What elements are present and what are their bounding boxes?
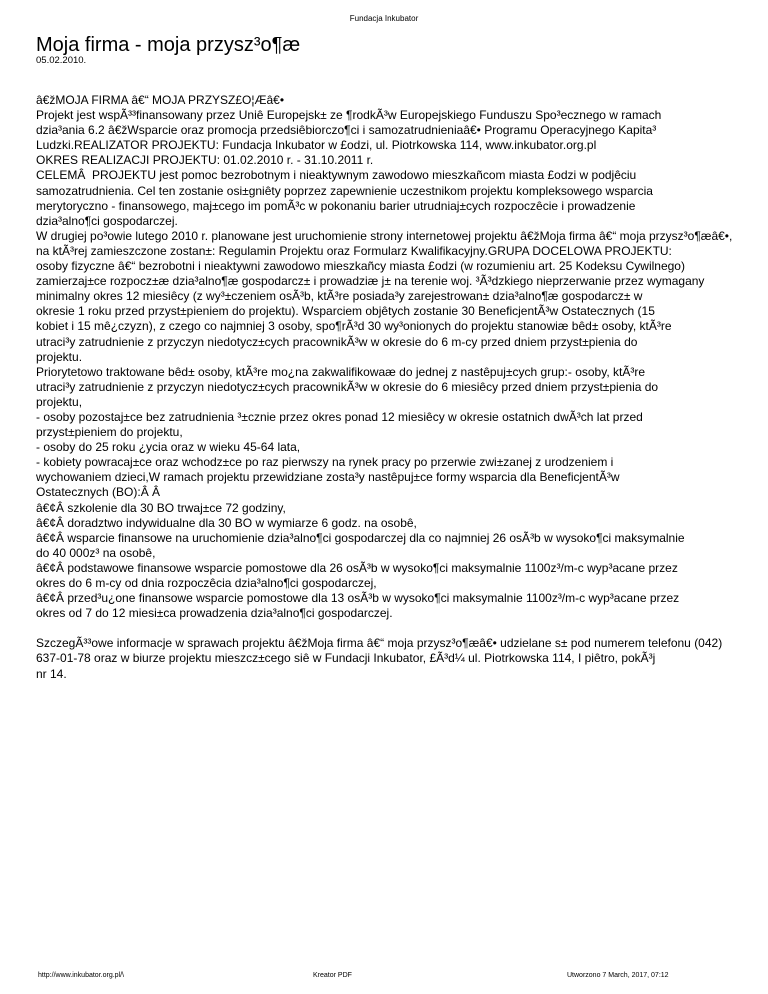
text-line: Ostatecznych (BO):Â Â <box>36 485 161 500</box>
text-line: okres do 6 m-cy od dnia rozpoczêcia dzia³alno¶ci gospodarczej, <box>36 576 377 590</box>
text-line: minimalny okres 12 miesiêcy (z wy³±czeniem osÃ³b, ktÃ³re posiada³y zarejestrowan± dzia³alno¶æ gospodarcz± w <box>36 289 643 304</box>
text-line: CELEMÂ PROJEKTU jest pomoc bezrobotnym i nieaktywnym zawodowo mieszkañcom miasta £odzi w podjêciu <box>36 168 637 183</box>
text-line: â€¢Â przed³u¿one finansowe wsparcie pomostowe dla 13 osÃ³b w wysoko¶ci maksymalnie 1100z³/m-c wyp³acane przez <box>36 591 680 606</box>
body-paragraph <box>36 93 768 621</box>
text-line: samozatrudnienia. Cel ten zostanie osi±gniêty poprzez zapewnienie uczestnikom projektu kompleksowego wsparcia <box>36 183 653 198</box>
text-line: â€¢Â podstawowe finansowe wsparcie pomostowe dla 26 osÃ³b w wysoko¶ci maksymalnie 1100z³/m-c wyp³acane przez <box>36 560 678 575</box>
text-line: 637-01-78 oraz w biurze projektu mieszcz±cego siê w Fundacji Inkubator, £Ã³d¼ ul. Piotrkowska 114, I piêtro, pokÃ³j <box>36 651 656 666</box>
text-line: na ktÃ³rej zamieszczone zostan±: Regulamin Projektu oraz Formularz Kwalifikacyjny.GRUPA DOCELOWA PROJEKTU: <box>36 243 672 258</box>
text-line: merytoryczno - finansowego, maj±cego im pomÃ³c w pokonaniu barier utrudniaj±cych rozpoczêcie i prowadzenie <box>36 198 636 213</box>
text-line: â€¢Â wsparcie finansowe na uruchomienie dzia³alno¶ci gospodarczej dla co najmniej 26 osÃ³b w wysoko¶ci maksymalnie <box>36 530 685 545</box>
article-title: Moja firma - moja przysz³o¶æ <box>36 34 301 56</box>
text-line: dzia³ania 6.2 â€žWsparcie oraz promocja przedsiêbiorczo¶ci i samozatrudnieniaâ€• Programu Operacyjnego Kapita³ <box>36 123 657 138</box>
article-body <box>36 93 768 682</box>
text-line: dzia³alno¶ci gospodarczej. <box>36 213 178 228</box>
text-line: nr 14. <box>36 666 67 681</box>
contact-paragraph <box>36 636 768 681</box>
text-line: kobiet i 15 mê¿czyzn), z czego co najmniej 3 osoby, spo¶rÃ³d 30 wy³onionych do projektu stanowiæ bêd± osoby, ktÃ³re <box>36 319 672 334</box>
text-line: â€žMOJA FIRMA â€“ MOJA PRZYSZ£O¦Æâ€• <box>36 93 285 107</box>
text-line: utraci³y zatrudnienie z przyczyn niedotycz±cych pracownikÃ³w w okresie do 6 m-cy przed dniem przyst±pienia do <box>36 334 638 349</box>
text-line: - kobiety powracaj±ce oraz wchodz±ce po raz pierwszy na rynek pracy po przerwie zwi±zanej z urodzeniem i <box>36 455 614 470</box>
text-line: osoby fizyczne â€“ bezrobotni i nieaktywni zawodowo mieszkañcy miasta £odzi (w rozumieniu art. 25 Kodeksu Cywilnego) <box>36 259 685 274</box>
text-line: Priorytetowo traktowane bêd± osoby, ktÃ³re mo¿na zakwalifikowaæ do jednej z nastêpuj±cych grup:- osoby, ktÃ³re <box>36 364 646 379</box>
paragraph-gap <box>36 621 768 636</box>
text-line: projektu. <box>36 349 83 364</box>
text-line: zamierzaj±ce rozpocz±æ dzia³alno¶æ gospodarcz± i prowadziæ j± na terenie woj. ³Ã³dzkiego nieprzerwanie przez wymagany <box>36 274 705 289</box>
text-line: â€¢Â szkolenie dla 30 BO trwaj±ce 72 godziny, <box>36 500 286 515</box>
footer-generator: Kreator PDF <box>313 972 352 979</box>
text-line: SzczegÃ³³owe informacje w sprawach projektu â€žMoja firma â€“ moja przysz³o¶æâ€• udzielane s± pod numerem telefonu (042) <box>36 636 723 651</box>
text-line: Ludzki.REALIZATOR PROJEKTU: Fundacja Inkubator w £odzi, ul. Piotrkowska 114, www.inkubator.org.pl <box>36 138 597 153</box>
text-line: do 40 000z³ na osobê, <box>36 545 156 560</box>
text-line: W drugiej po³owie lutego 2010 r. planowane jest uruchomienie strony internetowej projektu â€žMoja firma â€“ moja przysz³o¶æâ€•, <box>36 228 733 243</box>
text-line: wychowaniem dzieci,W ramach projektu przewidziane zosta³y nastêpuj±ce formy wsparcia dla BeneficjentÃ³w <box>36 470 620 485</box>
article-date: 05.02.2010. <box>36 55 87 66</box>
text-line: okres od 7 do 12 miesi±ca prowadzenia dzia³alno¶ci gospodarczej. <box>36 606 393 621</box>
footer-url: http://www.inkubator.org.pl/\ <box>38 972 124 979</box>
text-line: Projekt jest wspÃ³³finansowany przez Uniê Europejsk± ze ¶rodkÃ³w Europejskiego Funduszu Spo³ecznego w ramach <box>36 108 662 123</box>
page-footer <box>0 972 768 982</box>
text-line: projektu, <box>36 394 83 409</box>
footer-created: Utworzono 7 March, 2017, 07:12 <box>567 972 669 979</box>
text-line: OKRES REALIZACJI PROJEKTU: 01.02.2010 r. - 31.10.2011 r. <box>36 153 374 168</box>
text-line: - osoby pozostaj±ce bez zatrudnienia ³±cznie przez okres ponad 12 miesiêcy w okresie ostatnich dwÃ³ch lat przed <box>36 409 643 424</box>
text-line: â€¢Â doradztwo indywidualne dla 30 BO w wymiarze 6 godz. na osobê, <box>36 515 417 530</box>
text-line: - osoby do 25 roku ¿ycia oraz w wieku 45-64 lata, <box>36 440 301 455</box>
page-header: Fundacja Inkubator <box>349 14 419 23</box>
text-line: okresie 1 roku przed przyst±pieniem do projektu). Wsparciem objêtych zostanie 30 BeneficjentÃ³w Ostatecznych (15 <box>36 304 655 319</box>
text-line: przyst±pieniem do projektu, <box>36 425 183 440</box>
text-line: utraci³y zatrudnienie z przyczyn niedotycz±cych pracownikÃ³w w okresie do 6 miesiêcy przed dniem przyst±pienia do <box>36 379 659 394</box>
